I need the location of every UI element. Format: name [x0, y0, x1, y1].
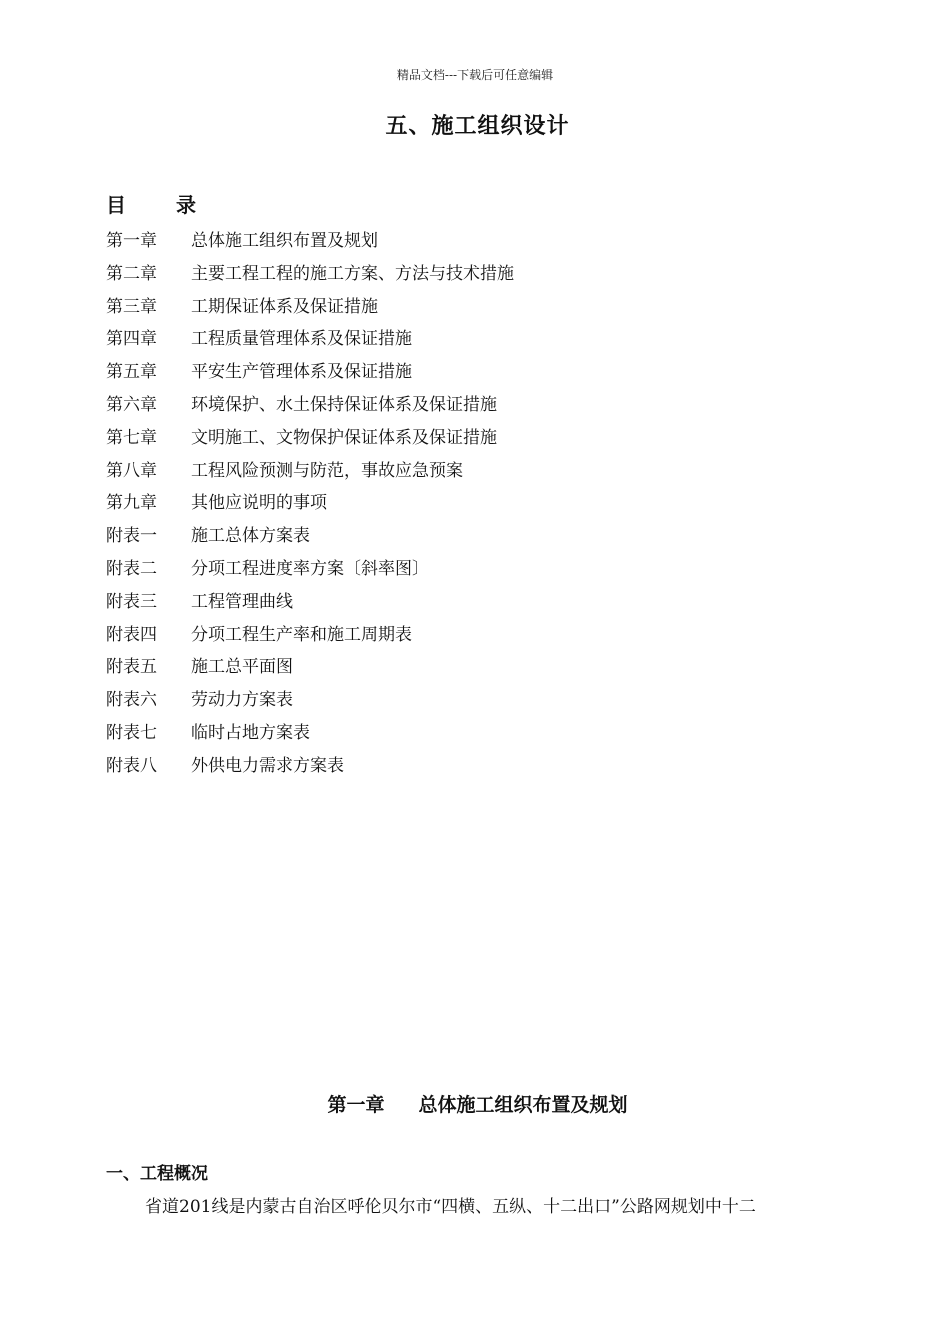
toc-item [106, 586, 866, 619]
toc-item [106, 389, 866, 422]
toc-heading [106, 190, 196, 220]
toc-item-title: 施工总体方案表 [191, 526, 310, 547]
toc-item [106, 291, 866, 324]
toc-item [106, 323, 866, 356]
toc-item-number: 第三章 [106, 296, 157, 317]
toc-item [106, 258, 866, 291]
toc-item-number: 第四章 [106, 329, 157, 350]
table-of-contents [106, 225, 866, 783]
toc-item-number: 附表八 [106, 755, 157, 776]
toc-item [106, 520, 866, 553]
chapter-name: 总体施工组织布置及规划 [418, 1094, 628, 1116]
toc-item-number: 第七章 [106, 427, 157, 448]
toc-item-number: 附表五 [106, 657, 157, 678]
toc-item [106, 717, 866, 750]
chapter-title [0, 1090, 950, 1120]
toc-item [106, 651, 866, 684]
toc-item [106, 356, 866, 389]
toc-heading-char-2: 录 [176, 193, 196, 217]
toc-item-title: 工程质量管理体系及保证措施 [191, 329, 412, 350]
toc-item [106, 422, 866, 455]
toc-item-number: 第二章 [106, 263, 157, 284]
toc-item-title: 劳动力方案表 [191, 690, 293, 711]
toc-item-number: 附表三 [106, 591, 157, 612]
toc-item-title: 工期保证体系及保证措施 [191, 296, 378, 317]
document-title: 五、施工组织设计 [385, 113, 570, 139]
toc-heading-char-1: 目 [106, 193, 126, 217]
chapter-number: 第一章 [327, 1094, 385, 1116]
toc-item-number: 第五章 [106, 362, 157, 383]
toc-item [106, 225, 866, 258]
toc-item-number: 附表一 [106, 526, 157, 547]
body-paragraph: 省道201线是内蒙古自治区呼伦贝尔市“四横、五纵、十二出口”公路网规划中十二 [145, 1197, 756, 1217]
toc-item-title: 文明施工、文物保护保证体系及保证措施 [191, 427, 497, 448]
toc-item-number: 第六章 [106, 394, 157, 415]
toc-item-title: 分项工程生产率和施工周期表 [191, 624, 412, 645]
toc-item-number: 附表二 [106, 558, 157, 579]
section-title: 一、工程概况 [106, 1164, 208, 1184]
toc-item-title: 总体施工组织布置及规划 [191, 231, 378, 251]
toc-item-number: 第一章 [106, 231, 157, 251]
toc-item-title: 环境保护、水土保持保证体系及保证措施 [191, 394, 497, 415]
toc-item-title: 临时占地方案表 [191, 722, 310, 743]
toc-item-title: 其他应说明的事项 [191, 493, 327, 514]
toc-item-title: 工程风险预测与防范，事故应急预案 [191, 460, 463, 481]
toc-item-title: 工程管理曲线 [191, 591, 293, 612]
toc-item-number: 附表六 [106, 690, 157, 711]
toc-item-number: 第九章 [106, 493, 157, 514]
toc-item-number: 附表七 [106, 722, 157, 743]
toc-item-title: 施工总平面图 [191, 657, 293, 678]
toc-item [106, 487, 866, 520]
toc-item-title: 分项工程进度率方案〔斜率图〕 [191, 558, 429, 579]
toc-item-title: 平安生产管理体系及保证措施 [191, 362, 412, 383]
toc-item [106, 750, 866, 783]
toc-item-number: 第八章 [106, 460, 157, 481]
toc-item-number: 附表四 [106, 624, 157, 645]
toc-item [106, 684, 866, 717]
toc-item [106, 619, 866, 652]
toc-item-title: 外供电力需求方案表 [191, 755, 344, 776]
header-note: 精品文档---下载后可任意编辑 [396, 68, 554, 82]
toc-item [106, 455, 866, 488]
toc-item [106, 553, 866, 586]
toc-item-title: 主要工程工程的施工方案、方法与技术措施 [191, 263, 514, 284]
